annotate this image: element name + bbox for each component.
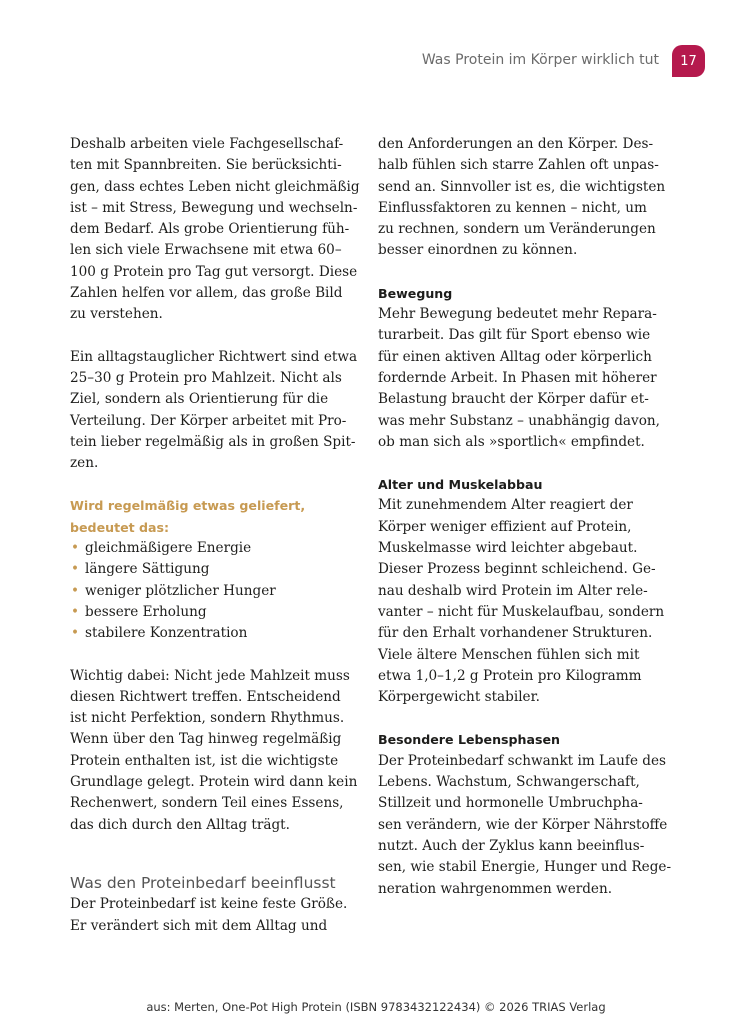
text-line: fordernde Arbeit. In Phasen mit höherer	[378, 369, 657, 386]
text-line: Muskelmasse wird leichter abgebaut.	[378, 540, 638, 557]
text-line: Viele ältere Menschen fühlen sich mit	[378, 646, 640, 663]
text-line: Wichtig dabei: Nicht jede Mahlzeit muss	[70, 667, 350, 684]
text-line: zu verstehen.	[70, 306, 163, 323]
text-line: sen verändern, wie der Körper Nährstoffe	[378, 816, 668, 833]
text-line: tein lieber regelmäßig als in großen Spit-	[70, 433, 356, 450]
text-line: Mehr Bewegung bedeutet mehr Repara-	[378, 306, 657, 323]
paragraph-anforderungen	[378, 134, 668, 262]
list-item: • gleichmäßigere Energie	[70, 538, 355, 559]
text-line: Rechenwert, sondern Teil eines Essens,	[70, 795, 344, 812]
text-line: Einflussfaktoren zu kennen – nicht, um	[378, 199, 647, 216]
text-line: 25–30 g Protein pro Mahlzeit. Nicht als	[70, 369, 342, 386]
text-line: dem Bedarf. Als grobe Orientierung füh-	[70, 221, 350, 238]
text-line: Er verändert sich mit dem Alltag und	[70, 917, 328, 934]
text-line: gen, dass echtes Leben nicht gleichmäßig	[70, 178, 360, 195]
paragraph-richtwert	[70, 347, 358, 475]
text-line: nau deshalb wird Protein im Alter rele-	[378, 582, 648, 599]
subsection-heading: Besondere Lebensphasen	[378, 732, 561, 748]
list-item: • längere Sättigung	[70, 559, 355, 580]
text-line: was mehr Substanz – unabhängig davon,	[378, 412, 660, 429]
text-line: turarbeit. Das gilt für Sport ebenso wie	[378, 327, 651, 344]
text-line: ist nicht Perfektion, sondern Rhythmus.	[70, 710, 345, 727]
text-line: Körpergewicht stabiler.	[378, 689, 540, 706]
subsection-heading: Bewegung	[378, 285, 453, 301]
text-line: sen, wie stabil Energie, Hunger und Rege-	[378, 859, 672, 876]
page-number-badge: 17	[672, 45, 705, 77]
paragraph-proteinbedarf	[70, 894, 355, 937]
text-line: Belastung braucht der Körper dafür et-	[378, 391, 649, 408]
callout-box	[70, 495, 355, 644]
text-line: send an. Sinnvoller ist es, die wichtigsten	[378, 178, 666, 195]
text-line: Wenn über den Tag hinweg regelmäßig	[70, 731, 342, 748]
section-bewegung	[378, 283, 668, 453]
text-line: ist – mit Stress, Bewegung und wechseln-	[70, 199, 358, 216]
list-item: • stabilere Konzentration	[70, 623, 355, 644]
text-line: neration wahrgenommen werden.	[378, 880, 613, 897]
text-line: 100 g Protein pro Tag gut versorgt. Diese	[70, 263, 358, 280]
text-line: für einen aktiven Alltag oder körperlich	[378, 348, 652, 365]
text-line: diesen Richtwert treffen. Entscheidend	[70, 688, 341, 705]
text-line: Dieser Prozess beginnt schleichend. Ge-	[378, 561, 656, 578]
text-line: Mit zunehmendem Alter reagiert der	[378, 497, 633, 514]
text-line: den Anforderungen an den Körper. Des-	[378, 136, 654, 152]
text-line: zen.	[70, 455, 99, 472]
callout-heading: Wird regelmäßig etwas geliefert,	[70, 498, 306, 514]
text-line: Lebens. Wachstum, Schwangerschaft,	[378, 774, 640, 791]
text-line: für den Erhalt vorhandener Strukturen.	[378, 625, 653, 642]
left-column	[70, 134, 360, 937]
text-line: nutzt. Auch der Zyklus kann beeinflus-	[378, 837, 645, 854]
text-line: zu rechnen, sondern um Veränderungen	[378, 221, 656, 238]
running-title: Was Protein im Körper wirklich tut	[421, 52, 659, 68]
subsection-heading: Alter und Muskelabbau	[378, 477, 543, 493]
section-title: Was den Proteinbedarf beeinflusst	[70, 873, 336, 892]
text-line: Zahlen helfen vor allem, das große Bild	[70, 285, 343, 302]
citation-footer: aus: Merten, One-Pot High Protein (ISBN 9783432122434) © 2026 TRIAS Verlag	[146, 1000, 606, 1014]
section-alter	[378, 474, 668, 708]
list-item: • bessere Erholung	[70, 602, 355, 623]
paragraph-rhythmus	[70, 666, 358, 836]
text-line: Deshalb arbeiten viele Fachgesellschaf-	[70, 136, 344, 152]
text-line: vanter – nicht für Muskelaufbau, sondern	[378, 603, 665, 620]
text-line: Ein alltagstauglicher Richtwert sind etwa	[70, 348, 358, 365]
text-line: Protein enthalten ist, ist die wichtigste	[70, 752, 339, 769]
text-line: besser einordnen zu können.	[378, 242, 578, 259]
text-line: Der Proteinbedarf schwankt im Laufe des	[378, 752, 667, 769]
list-item: • weniger plötzlicher Hunger	[70, 581, 355, 602]
right-column	[378, 134, 672, 900]
text-line: len sich viele Erwachsene mit etwa 60–	[70, 242, 342, 259]
paragraph-spannbreiten	[70, 134, 360, 326]
text-line: ten mit Spannbreiten. Sie berücksichti-	[70, 157, 342, 174]
benefit-list	[70, 538, 355, 644]
section-lebensphasen	[378, 729, 672, 899]
text-line: ob man sich als »sportlich« empfindet.	[378, 433, 645, 450]
text-line: Ziel, sondern als Orientierung für die	[70, 391, 329, 408]
text-line: Verteilung. Der Körper arbeitet mit Pro-	[70, 412, 347, 429]
text-line: etwa 1,0–1,2 g Protein pro Kilogramm	[378, 667, 642, 684]
text-line: das dich durch den Alltag trägt.	[70, 816, 290, 833]
text-line: Der Proteinbedarf ist keine feste Größe.	[70, 896, 348, 913]
text-line: Stillzeit und hormonelle Umbruchpha-	[378, 795, 643, 812]
text-line: Grundlage gelegt. Protein wird dann kein	[70, 774, 358, 791]
callout-heading: bedeutet das:	[70, 519, 170, 535]
text-line: halb fühlen sich starre Zahlen oft unpas-	[378, 157, 659, 174]
text-line: Körper weniger effizient auf Protein,	[378, 518, 632, 535]
